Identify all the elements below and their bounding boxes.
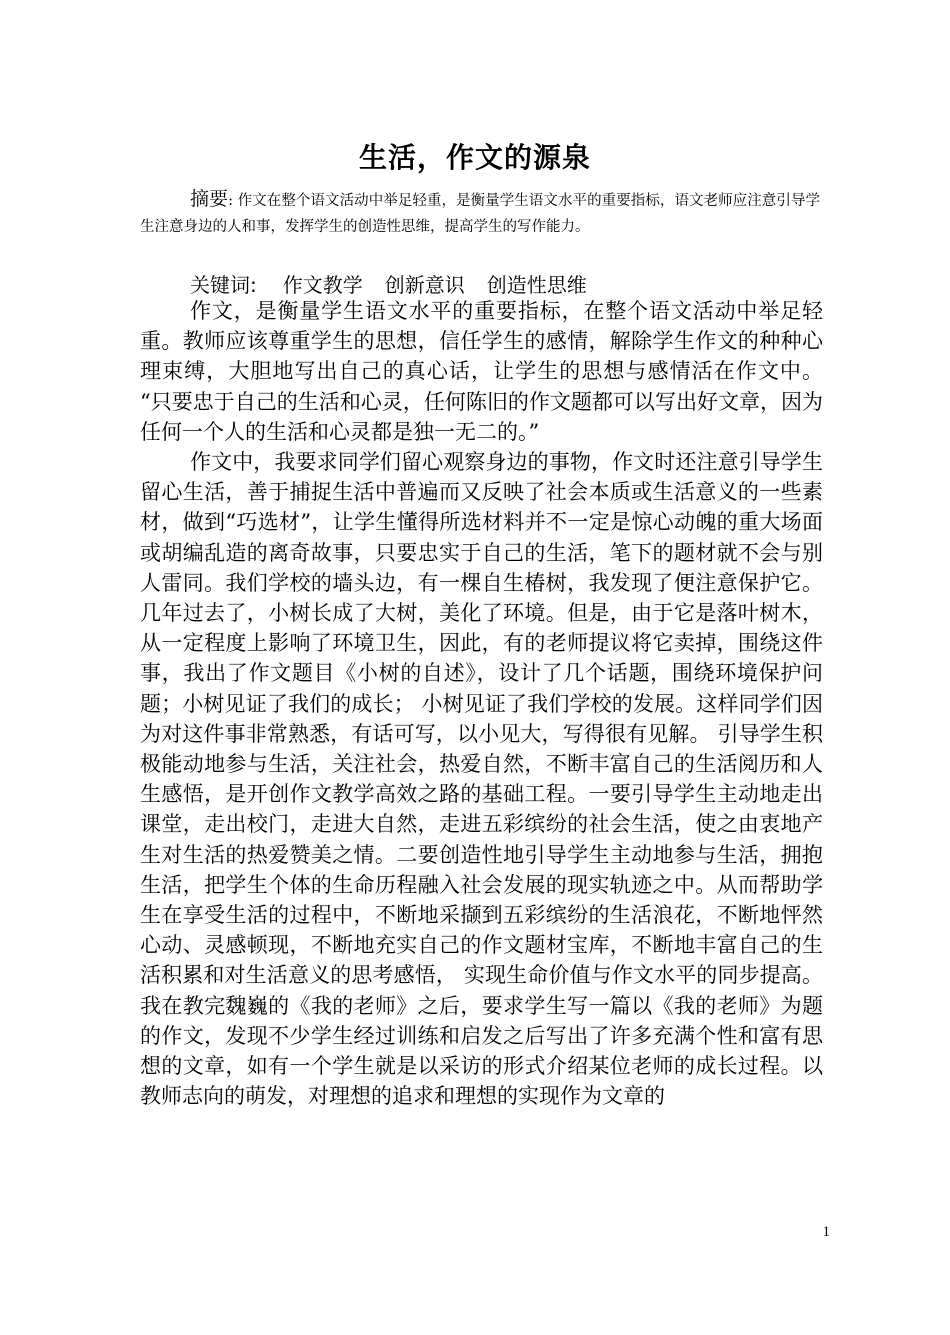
document-title: 生活，作文的源泉 [358, 141, 591, 174]
paragraph: 作文，是衡量学生语文水平的重要指标，在整个语文活动中举足轻重。教师应该尊重学生的思想，信任学生的感情，解除学生作文的种种心理束缚，大胆地写出自己的真心话，让学生的思想与感情活在作文中。 “只要忠于自己的生活和心灵，任何陈旧的作文题都可以写出好文章，因为任何一个人的生活和心灵都是独一无二的。” [140, 299, 823, 444]
keyword-item: 创造性思维 [486, 273, 587, 297]
keyword-item: 创新意识 [384, 273, 465, 297]
abstract-text: : 作文在整个语文活动中举足轻重，是衡量学生语文水平的重要指标，语文老师应注意引导学生注意身边的人和事，发挥学生的创造性思维，提高学生的写作能力。 [140, 193, 820, 235]
body-text [140, 296, 823, 1111]
abstract [140, 186, 820, 240]
keyword-item: 作文教学 [282, 273, 363, 297]
page-number: 1 [822, 1224, 830, 1240]
paragraph: 作文中，我要求同学们留心观察身边的事物，作文时还注意引导学生留心生活，善于捕捉生活中普遍而又反映了社会本质或生活意义的一些素材，做到“巧选材”，让学生懂得所选材料并不一定是惊心动魄的重大场面或胡编乱造的离奇故事，只要忠实于自己的生活，笔下的题材就不会与别人雷同。我们学校的墙头边，有一棵自生椿树，我发现了便注意保护它。几年过去了，小树长成了大树，美化了环境。但是，由于它是落叶树木，从一定程度上影响了环境卫生，因此，有的老师提议将它卖掉，围绕这件事，我出了作文题目《小树的自述》，设计了几个话题，围绕环境保护问题；小树见证了我们的成长； 小树见证了我们学校的发展。这样同学们因为对这件事非常熟悉，有话可写，以小见大，写得很有见解。 引导学生积极能动地参与生活，关注社会，热爱自然，不断丰富自己的生活阅历和人生感悟，是开创作文教学高效之路的基础工程。一要引导学生主动地走出课堂，走出校门，走进大自然，走进五彩缤纷的社会生活，使之由衷地产生对生活的热爱赞美之情。二要创造性地引导学生主动地参与生活，拥抱生活，把学生个体的生命历程融入社会发展的现实轨迹之中。从而帮助学生在享受生活的过程中，不断地采撷到五彩缤纷的生活浪花，不断地怦然心动、灵感顿现，不断地充实自己的作文题材宝库，不断地丰富自己的生活积累和对生活意义的思考感悟， 实现生命价值与作文水平的同步提高。我在教完魏巍的《我的老师》之后，要求学生写一篇以《我的老师》为题的作文，发现不少学生经过训练和启发之后写出了许多充满个性和富有思想的文章，如有一个学生就是以采访的形式介绍某位老师的成长过程。以教师志向的萌发，对理想的追求和理想的实现作为文章的 [140, 450, 823, 1109]
abstract-label: 摘要 [190, 188, 229, 210]
keywords-label: 关键词: [190, 273, 257, 297]
